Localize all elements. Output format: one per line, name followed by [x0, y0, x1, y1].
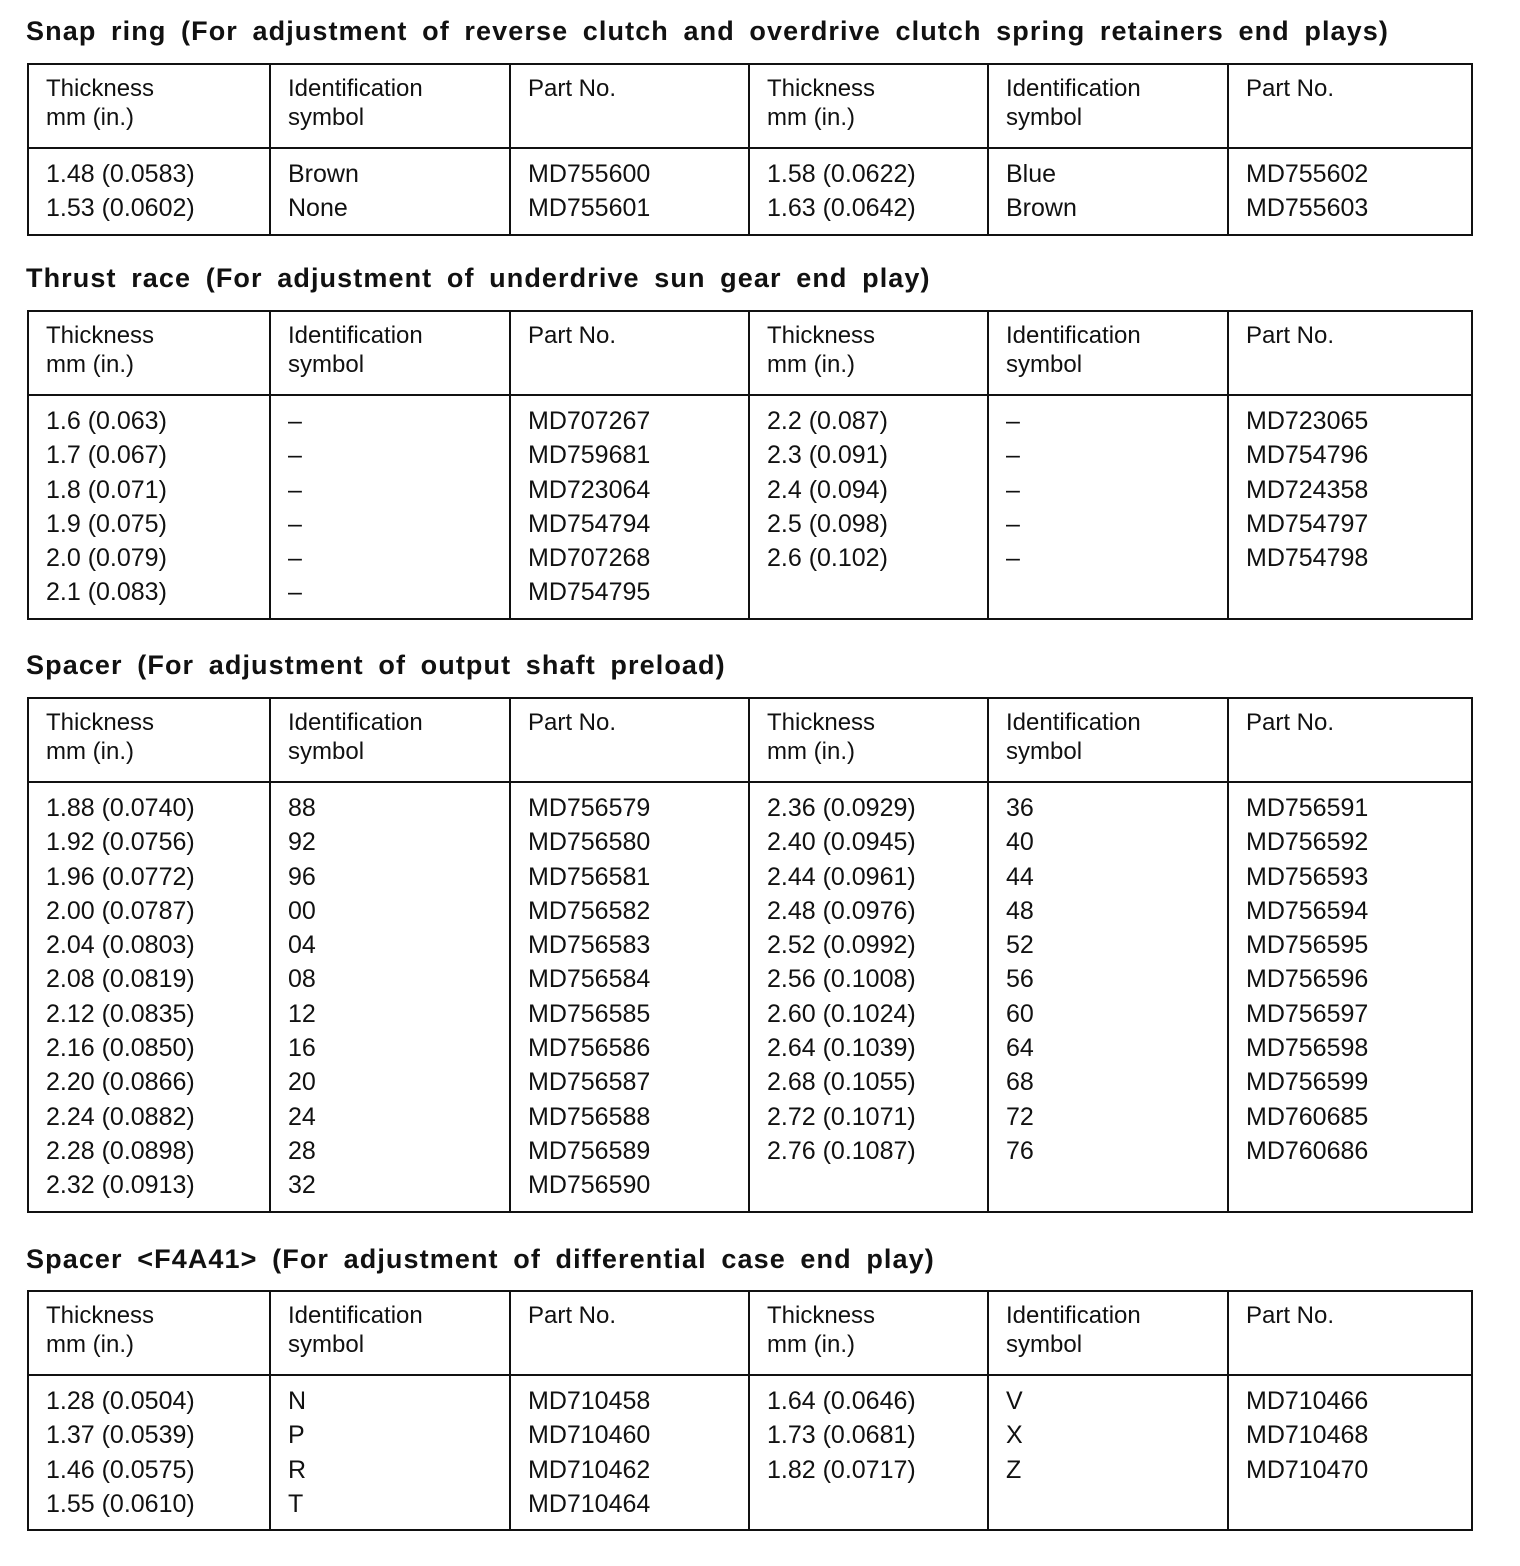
cell-value: MD756591	[1246, 794, 1369, 822]
header-identification-symbol: Identification symbol	[988, 1291, 1228, 1375]
section-title: Snap ring (For adjustment of reverse clutch and overdrive clutch spring retainers end plays)	[26, 16, 1389, 46]
cell-value: 00	[288, 896, 316, 925]
cell-value: MD756597	[1246, 999, 1369, 1028]
cell-value: –	[1006, 441, 1020, 470]
header-identification-symbol: Identification symbol	[988, 311, 1228, 395]
cell-value: X	[1006, 1421, 1023, 1450]
cell-value: MD759681	[528, 441, 651, 470]
data-row	[28, 148, 1472, 235]
header-thickness: Thickness mm (in.)	[749, 64, 988, 148]
thickness-column	[749, 1375, 988, 1530]
cell-value: 60	[1006, 999, 1034, 1028]
header-identification-symbol: Identification symbol	[988, 698, 1228, 782]
cell-value: MD756589	[528, 1136, 651, 1165]
header-row	[28, 64, 1472, 148]
cell-value: 1.8 (0.071)	[46, 475, 167, 504]
cell-value: –	[1006, 407, 1020, 435]
part-no-column	[510, 148, 749, 235]
cell-value: MD710462	[528, 1455, 651, 1484]
cell-value: MD707268	[528, 544, 651, 573]
identification-symbol-column	[988, 148, 1228, 235]
header-thickness: Thickness mm (in.)	[28, 698, 270, 782]
cell-value: 2.48 (0.0976)	[767, 896, 916, 925]
cell-value: 2.6 (0.102)	[767, 544, 888, 573]
cell-value: MD723065	[1246, 407, 1369, 435]
cell-value: MD756596	[1246, 965, 1369, 994]
cell-value: Blue	[1006, 160, 1057, 188]
cell-value: 04	[288, 931, 316, 960]
thickness-column	[28, 1375, 270, 1530]
cell-value: V	[1006, 1387, 1023, 1415]
cell-value: MD756581	[528, 862, 651, 891]
cell-value: MD754796	[1246, 441, 1369, 470]
thrust-race-table	[27, 310, 1473, 620]
cell-value: MD756583	[528, 931, 651, 960]
header-part-no: Part No.	[510, 1291, 749, 1375]
cell-value: MD710470	[1246, 1455, 1369, 1484]
cell-value: 1.28 (0.0504)	[46, 1387, 195, 1415]
cell-value: 1.58 (0.0622)	[767, 160, 916, 188]
thickness-column	[28, 395, 270, 619]
header-thickness: Thickness mm (in.)	[749, 698, 988, 782]
cell-value: 36	[1006, 794, 1034, 822]
header-part-no: Part No.	[510, 311, 749, 395]
cell-value: 1.37 (0.0539)	[46, 1421, 195, 1450]
cell-value: 08	[288, 965, 316, 994]
identification-symbol-column	[270, 782, 510, 1212]
cell-value: 2.40 (0.0945)	[767, 828, 916, 857]
cell-value: 1.53 (0.0602)	[46, 194, 195, 223]
cell-value: MD756599	[1246, 1068, 1369, 1097]
cell-value: MD754795	[528, 578, 651, 607]
part-no-column	[510, 782, 749, 1212]
cell-value: MD756585	[528, 999, 651, 1028]
cell-value: 2.56 (0.1008)	[767, 965, 916, 994]
cell-value: MD710460	[528, 1421, 651, 1450]
cell-value: 68	[1006, 1068, 1034, 1097]
cell-value: MD755602	[1246, 160, 1369, 188]
cell-value: 2.72 (0.1071)	[767, 1102, 916, 1131]
cell-value: MD755603	[1246, 194, 1369, 223]
cell-value: 1.73 (0.0681)	[767, 1421, 916, 1450]
cell-value: MD710458	[528, 1387, 651, 1415]
cell-value: None	[288, 194, 348, 223]
cell-value: 96	[288, 862, 316, 891]
cell-value: 92	[288, 828, 316, 857]
cell-value: MD723064	[528, 475, 651, 504]
spacer-differential-case-table	[27, 1290, 1473, 1531]
cell-value: –	[288, 578, 302, 607]
cell-value: 64	[1006, 1034, 1034, 1063]
header-thickness: Thickness mm (in.)	[28, 311, 270, 395]
spacer-output-shaft-table	[27, 697, 1473, 1213]
cell-value: 76	[1006, 1136, 1034, 1165]
thickness-column	[749, 782, 988, 1212]
header-thickness: Thickness mm (in.)	[749, 1291, 988, 1375]
cell-value: 12	[288, 999, 316, 1028]
header-part-no: Part No.	[1228, 64, 1472, 148]
header-identification-symbol: Identification symbol	[270, 311, 510, 395]
header-thickness: Thickness mm (in.)	[28, 64, 270, 148]
identification-symbol-column	[988, 1375, 1228, 1530]
cell-value: 2.04 (0.0803)	[46, 931, 195, 960]
cell-value: 2.64 (0.1039)	[767, 1034, 916, 1063]
cell-value: 2.28 (0.0898)	[46, 1136, 195, 1165]
cell-value: 2.44 (0.0961)	[767, 862, 916, 891]
cell-value: 2.36 (0.0929)	[767, 794, 916, 822]
part-no-column	[510, 395, 749, 619]
cell-value: –	[288, 441, 302, 470]
thickness-column	[28, 148, 270, 235]
cell-value: 1.55 (0.0610)	[46, 1489, 195, 1518]
header-identification-symbol: Identification symbol	[270, 1291, 510, 1375]
identification-symbol-column	[988, 782, 1228, 1212]
thickness-column	[749, 148, 988, 235]
cell-value: 2.68 (0.1055)	[767, 1068, 916, 1097]
part-no-column	[1228, 1375, 1472, 1530]
cell-value: N	[288, 1387, 307, 1415]
cell-value: 2.2 (0.087)	[767, 407, 888, 435]
cell-value: MD710466	[1246, 1387, 1369, 1415]
cell-value: 2.00 (0.0787)	[46, 896, 195, 925]
cell-value: Brown	[288, 160, 359, 188]
cell-value: 44	[1006, 862, 1034, 891]
cell-value: 2.0 (0.079)	[46, 544, 167, 573]
cell-value: MD754794	[528, 509, 651, 538]
cell-value: MD756592	[1246, 828, 1369, 857]
identification-symbol-column	[270, 395, 510, 619]
cell-value: 1.6 (0.063)	[46, 407, 167, 435]
cell-value: 2.4 (0.094)	[767, 475, 888, 504]
cell-value: MD756579	[528, 794, 651, 822]
cell-value: MD756587	[528, 1068, 651, 1097]
part-no-column	[510, 1375, 749, 1530]
header-part-no: Part No.	[1228, 1291, 1472, 1375]
cell-value: 40	[1006, 828, 1034, 857]
cell-value: 2.16 (0.0850)	[46, 1034, 195, 1063]
cell-value: 2.12 (0.0835)	[46, 999, 195, 1028]
cell-value: MD756590	[528, 1171, 651, 1200]
header-identification-symbol: Identification symbol	[270, 698, 510, 782]
cell-value: MD710468	[1246, 1421, 1369, 1450]
cell-value: 48	[1006, 896, 1034, 925]
header-thickness: Thickness mm (in.)	[28, 1291, 270, 1375]
data-row	[28, 782, 1472, 1212]
cell-value: 2.24 (0.0882)	[46, 1102, 195, 1131]
cell-value: 2.60 (0.1024)	[767, 999, 916, 1028]
header-part-no: Part No.	[1228, 698, 1472, 782]
part-no-column	[1228, 395, 1472, 619]
cell-value: MD756594	[1246, 896, 1369, 925]
cell-value: –	[288, 475, 302, 504]
cell-value: R	[288, 1455, 307, 1484]
cell-value: MD724358	[1246, 475, 1369, 504]
cell-value: MD754797	[1246, 509, 1369, 538]
cell-value: 56	[1006, 965, 1034, 994]
cell-value: MD755600	[528, 160, 651, 188]
data-row	[28, 395, 1472, 619]
cell-value: T	[288, 1489, 304, 1518]
cell-value: 24	[288, 1102, 316, 1131]
header-part-no: Part No.	[1228, 311, 1472, 395]
header-row	[28, 698, 1472, 782]
cell-value: MD756582	[528, 896, 651, 925]
cell-value: 1.82 (0.0717)	[767, 1455, 916, 1484]
cell-value: –	[288, 544, 302, 573]
section-title: Thrust race (For adjustment of underdrive sun gear end play)	[26, 263, 931, 293]
cell-value: MD760686	[1246, 1136, 1369, 1165]
header-part-no: Part No.	[510, 698, 749, 782]
cell-value: 32	[288, 1171, 316, 1200]
cell-value: 2.5 (0.098)	[767, 509, 888, 538]
header-part-no: Part No.	[510, 64, 749, 148]
section-title: Spacer <F4A41> (For adjustment of differential case end play)	[26, 1244, 935, 1274]
cell-value: MD754798	[1246, 544, 1369, 573]
cell-value: Z	[1006, 1455, 1022, 1484]
header-row	[28, 1291, 1472, 1375]
cell-value: –	[1006, 475, 1020, 504]
cell-value: 2.3 (0.091)	[767, 441, 888, 470]
header-identification-symbol: Identification symbol	[270, 64, 510, 148]
cell-value: 1.46 (0.0575)	[46, 1455, 195, 1484]
thickness-column	[28, 782, 270, 1212]
cell-value: MD755601	[528, 194, 651, 223]
cell-value: MD707267	[528, 407, 651, 435]
cell-value: MD756588	[528, 1102, 651, 1131]
cell-value: 16	[288, 1034, 316, 1063]
cell-value: 2.32 (0.0913)	[46, 1171, 195, 1200]
cell-value: 2.20 (0.0866)	[46, 1068, 195, 1097]
header-row	[28, 311, 1472, 395]
section-title: Spacer (For adjustment of output shaft preload)	[26, 650, 726, 680]
cell-value: MD760685	[1246, 1102, 1369, 1131]
data-row	[28, 1375, 1472, 1530]
cell-value: MD756580	[528, 828, 651, 857]
cell-value: –	[288, 407, 302, 435]
cell-value: MD756584	[528, 965, 651, 994]
cell-value: 72	[1006, 1102, 1034, 1131]
cell-value: MD756595	[1246, 931, 1369, 960]
cell-value: MD710464	[528, 1489, 651, 1518]
cell-value: 1.96 (0.0772)	[46, 862, 195, 891]
part-no-column	[1228, 782, 1472, 1212]
cell-value: Brown	[1006, 194, 1077, 223]
cell-value: 1.92 (0.0756)	[46, 828, 195, 857]
cell-value: –	[1006, 544, 1020, 573]
cell-value: MD756593	[1246, 862, 1369, 891]
cell-value: –	[1006, 509, 1020, 538]
cell-value: 1.63 (0.0642)	[767, 194, 916, 223]
header-identification-symbol: Identification symbol	[988, 64, 1228, 148]
identification-symbol-column	[988, 395, 1228, 619]
identification-symbol-column	[270, 148, 510, 235]
cell-value: 2.52 (0.0992)	[767, 931, 916, 960]
cell-value: 20	[288, 1068, 316, 1097]
thickness-column	[749, 395, 988, 619]
cell-value: 1.7 (0.067)	[46, 441, 167, 470]
identification-symbol-column	[270, 1375, 510, 1530]
cell-value: 2.1 (0.083)	[46, 578, 167, 607]
cell-value: 1.48 (0.0583)	[46, 160, 195, 188]
part-no-column	[1228, 148, 1472, 235]
cell-value: 2.76 (0.1087)	[767, 1136, 916, 1165]
snap-ring-table	[27, 63, 1473, 236]
cell-value: MD756598	[1246, 1034, 1369, 1063]
cell-value: 1.64 (0.0646)	[767, 1387, 916, 1415]
cell-value: 88	[288, 794, 316, 822]
cell-value: 1.88 (0.0740)	[46, 794, 195, 822]
cell-value: 28	[288, 1136, 316, 1165]
cell-value: 2.08 (0.0819)	[46, 965, 195, 994]
cell-value: MD756586	[528, 1034, 651, 1063]
cell-value: P	[288, 1421, 305, 1450]
cell-value: 52	[1006, 931, 1034, 960]
cell-value: –	[288, 509, 302, 538]
cell-value: 1.9 (0.075)	[46, 509, 167, 538]
header-thickness: Thickness mm (in.)	[749, 311, 988, 395]
